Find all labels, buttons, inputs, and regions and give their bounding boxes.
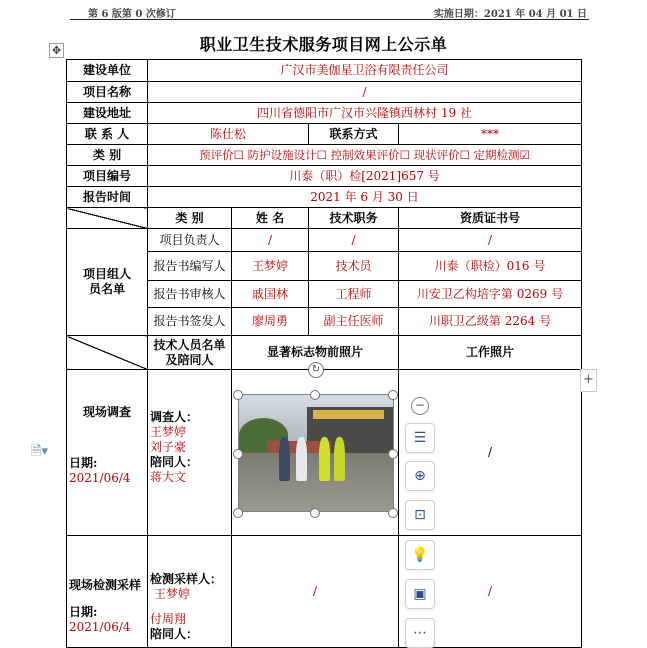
contact-value[interactable]: 陈仕松 xyxy=(148,124,309,145)
layout-options-icon[interactable]: ☰ xyxy=(405,423,435,453)
team-cert[interactable]: 川泰（职检）016 号 xyxy=(399,252,582,281)
landmark-photo-header: 显著标志物前照片 xyxy=(232,336,399,370)
survey-work-photo[interactable]: / xyxy=(399,370,582,536)
team-role: 报告书编写人 xyxy=(148,252,232,281)
diagonal-cell xyxy=(67,208,148,229)
address-value[interactable]: 四川省德阳市广汉市兴隆镇西林村 19 社 xyxy=(148,103,582,124)
category-options[interactable]: 预评价☐ 防护设施设计☐ 控制效果评价☐ 现状评价☐ 定期检测☑ xyxy=(148,145,582,166)
report-time-label: 报告时间 xyxy=(67,187,148,208)
report-time-value[interactable]: 2021 年 6 月 30 日 xyxy=(148,187,582,208)
photo-person xyxy=(279,437,290,481)
sampling-photo[interactable]: / xyxy=(232,536,399,648)
unit-value[interactable]: 广汉市美伽星卫浴有限责任公司 xyxy=(148,60,582,82)
rotate-handle-icon[interactable]: ↻ xyxy=(308,362,324,378)
survey-date-label: 日期: xyxy=(69,456,98,470)
more-options-icon[interactable]: ⋯ xyxy=(405,618,435,648)
contact-method-value[interactable]: *** xyxy=(399,124,582,145)
resize-handle[interactable] xyxy=(388,390,398,400)
image-tools-icon[interactable]: ▣ xyxy=(405,579,435,609)
sampling-staff-cell xyxy=(148,536,232,648)
team-name[interactable]: 廖周勇 xyxy=(232,308,309,336)
team-title[interactable]: 技术员 xyxy=(309,252,399,281)
category-label: 类 别 xyxy=(67,145,148,166)
team-name[interactable]: / xyxy=(232,229,309,252)
type-header: 类 别 xyxy=(148,208,232,229)
revision-label: 第 6 版第 0 次修订 xyxy=(88,9,176,20)
team-name[interactable]: 戚国林 xyxy=(232,281,309,308)
investigator-name[interactable]: 王梦婷 xyxy=(150,425,187,439)
team-cert[interactable]: 川职卫乙级第 2264 号 xyxy=(399,308,582,336)
photo-person xyxy=(296,437,307,481)
sampling-companion-label: 陪同人： xyxy=(150,627,199,641)
team-name[interactable]: 王梦婷 xyxy=(232,252,309,281)
survey-staff-cell xyxy=(148,370,232,536)
address-label: 建设地址 xyxy=(67,103,148,124)
sampling-cell xyxy=(67,536,148,648)
sampling-date[interactable]: 2021/06/4 xyxy=(69,620,131,634)
survey-date[interactable]: 2021/06/4 xyxy=(69,471,131,485)
project-no-value[interactable]: 川泰（职）检[2021]657 号 xyxy=(148,166,582,187)
investigator-label: 调查人： xyxy=(150,410,199,424)
zoom-image-icon[interactable]: ⊕ xyxy=(405,461,435,491)
tech-staff-header: 技术人员名单及陪同人 xyxy=(148,336,232,370)
project-name-value[interactable]: / xyxy=(148,82,582,103)
photo-ground xyxy=(239,453,393,511)
contact-method-label: 联系方式 xyxy=(309,124,399,145)
table-move-handle-icon[interactable]: ✥ xyxy=(49,43,64,58)
cert-header: 资质证书号 xyxy=(399,208,582,229)
resize-handle[interactable] xyxy=(233,390,243,400)
team-title[interactable]: / xyxy=(309,229,399,252)
resize-handle[interactable] xyxy=(233,449,243,459)
team-title[interactable]: 工程师 xyxy=(309,281,399,308)
unit-label: 建设单位 xyxy=(67,60,148,82)
implementation-date: 实施日期：2021 年 04 月 01 日 xyxy=(433,9,587,20)
notice-table xyxy=(66,59,582,648)
name-header: 姓 名 xyxy=(232,208,309,229)
work-photo-header: 工作照片 xyxy=(399,336,582,370)
sampling-label: 现场检测采样 xyxy=(69,578,142,592)
title-header: 技术职务 xyxy=(309,208,399,229)
site-survey-cell xyxy=(67,370,148,536)
add-column-button[interactable]: + xyxy=(580,369,597,392)
resize-handle[interactable] xyxy=(310,390,320,400)
project-name-label: 项目名称 xyxy=(67,82,148,103)
resize-handle[interactable] xyxy=(310,508,320,518)
team-cert[interactable]: 川安卫乙构培字第 0269 号 xyxy=(399,281,582,308)
project-no-label: 项目编号 xyxy=(67,166,148,187)
contact-label: 联 系 人 xyxy=(67,124,148,145)
page-header xyxy=(70,0,589,20)
collapse-toolbar-icon[interactable]: − xyxy=(411,397,429,415)
team-role: 报告书签发人 xyxy=(148,308,232,336)
diagonal-cell xyxy=(67,336,148,370)
team-role: 项目负责人 xyxy=(148,229,232,252)
site-photo[interactable] xyxy=(238,394,394,512)
companion-name[interactable]: 蒋大文 xyxy=(150,470,187,484)
team-cert[interactable]: / xyxy=(399,229,582,252)
sampling-person[interactable]: 付周翔 xyxy=(150,612,187,626)
document-icon[interactable]: 🗎▾ xyxy=(31,444,48,459)
document-title: 职业卫生技术服务项目网上公示单 xyxy=(199,35,448,54)
investigator-name[interactable]: 刘子豪 xyxy=(150,440,187,454)
crop-image-icon[interactable]: ⊡ xyxy=(405,500,435,530)
idea-icon[interactable]: 💡 xyxy=(405,540,435,570)
companion-label: 陪同人： xyxy=(150,455,199,469)
team-label: 项目组人员名单 xyxy=(67,229,148,336)
photo-banner xyxy=(313,410,384,419)
sampler-name[interactable]: 王梦婷 xyxy=(154,587,191,601)
photo-person xyxy=(319,437,330,481)
team-role: 报告书审核人 xyxy=(148,281,232,308)
resize-handle[interactable] xyxy=(388,508,398,518)
site-survey-label: 现场调查 xyxy=(82,405,131,419)
sampling-work-photo[interactable]: / xyxy=(399,536,582,648)
photo-person xyxy=(334,437,345,481)
resize-handle[interactable] xyxy=(388,449,398,459)
resize-handle[interactable] xyxy=(233,508,243,518)
sampler-label: 检测采样人： xyxy=(150,572,223,586)
sampling-date-label: 日期: xyxy=(69,605,98,619)
team-title[interactable]: 副主任医师 xyxy=(309,308,399,336)
